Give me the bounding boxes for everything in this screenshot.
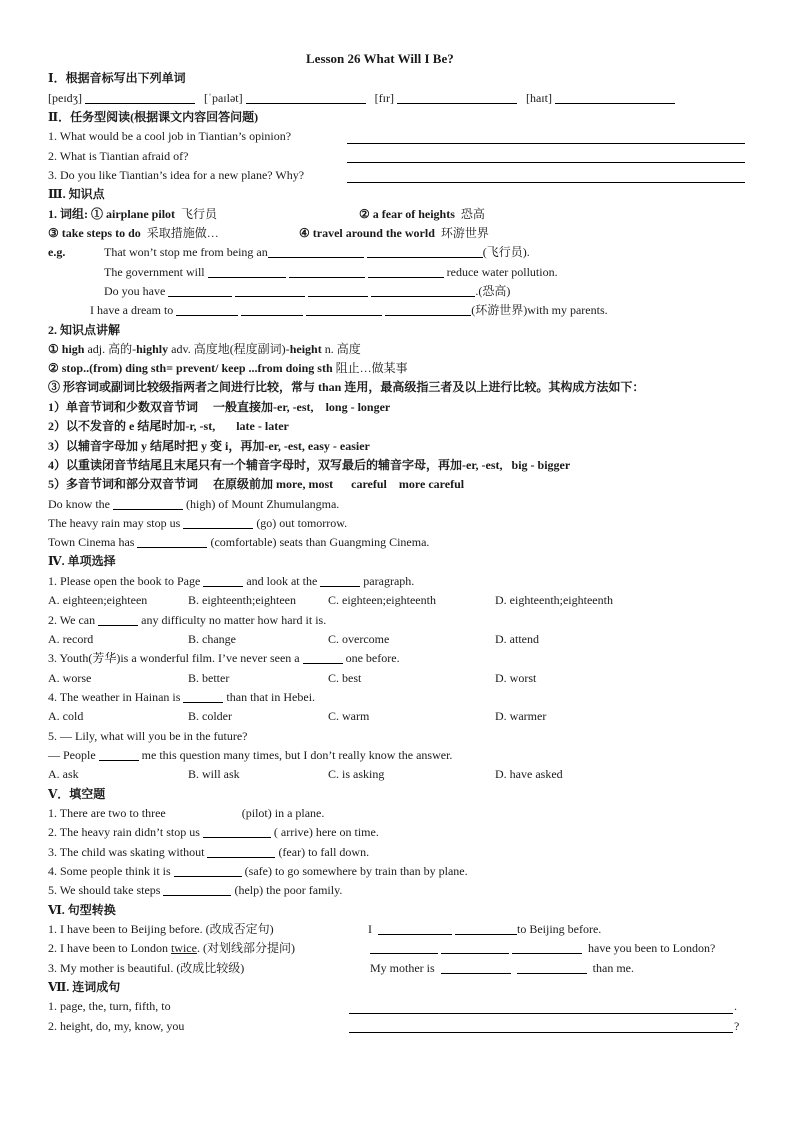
rule-1	[48, 399, 390, 415]
answer-blank[interactable]	[235, 284, 305, 297]
answer-blank[interactable]	[370, 941, 438, 954]
kp-term: high	[61, 342, 85, 356]
section-2-heading: Ⅱ．任务型阅读(根据课文内容回答问题)	[48, 110, 259, 124]
knowledge-point-3	[48, 379, 644, 395]
question-text: 2. We can	[48, 613, 96, 627]
rule-text: 5）多音节词和部分双音节词	[48, 477, 199, 491]
answer-line[interactable]	[347, 181, 745, 183]
exercise-text: (high) of Mount Zhumulangma.	[186, 497, 340, 511]
option-c[interactable]: C. warm	[328, 709, 370, 723]
question-text: 1. Please open the book to Page	[48, 574, 201, 588]
phrase-meaning: 环游世界	[440, 226, 489, 240]
knowledge-points-label: 2. 知识点讲解	[48, 323, 121, 337]
answer-blank[interactable]	[320, 574, 360, 587]
fill-question-3	[48, 844, 369, 860]
option-a[interactable]: A. worse	[48, 671, 92, 685]
question-text: (pilot) in a plane.	[241, 806, 325, 820]
reading-question-3: 3. Do you like Tiantian’s idea for a new plane? Why?	[48, 168, 305, 182]
transform-2	[48, 940, 295, 956]
section-7-heading: Ⅶ. 连词成句	[48, 980, 121, 994]
fill-question-2	[48, 824, 379, 840]
answer-blank[interactable]	[176, 303, 238, 316]
phrase-line-2	[48, 225, 219, 241]
answer-text: My mother is	[370, 961, 435, 975]
section-1-heading: Ⅰ．根据音标写出下列单词	[48, 71, 186, 85]
answer-blank[interactable]	[289, 265, 365, 278]
phrase-line-2b	[299, 225, 489, 241]
exercise-text: Town Cinema has	[48, 535, 135, 549]
kp-text: adj. 高的-	[84, 342, 137, 356]
circle-number: ③	[48, 226, 59, 240]
example-label: e.g.	[48, 245, 66, 259]
question-text: 2. I have been to London	[48, 941, 171, 955]
answer-text: have you been to London?	[588, 941, 716, 955]
option-b[interactable]: B. colder	[188, 709, 232, 723]
transform-1-answer	[368, 921, 601, 937]
answer-blank[interactable]	[168, 284, 232, 297]
circle-number: ③	[48, 380, 61, 394]
answer-blank[interactable]	[208, 265, 286, 278]
example-3	[104, 283, 510, 299]
question-text: 1. There are two to three	[48, 806, 166, 820]
exercise-text: Do know the	[48, 497, 110, 511]
section-4-heading: Ⅳ. 单项选择	[48, 554, 116, 568]
answer-blank[interactable]	[98, 613, 138, 626]
answer-blank[interactable]	[183, 516, 253, 529]
option-b[interactable]: B. eighteenth;eighteen	[188, 593, 296, 607]
exercise-text: (go) out tomorrow.	[256, 516, 348, 530]
answer-blank[interactable]	[455, 922, 517, 935]
question-text: one before.	[345, 651, 400, 665]
transform-3-answer	[370, 960, 634, 976]
option-b[interactable]: B. better	[188, 671, 230, 685]
answer-blank[interactable]	[246, 91, 366, 104]
answer-blank[interactable]	[85, 91, 195, 104]
word-order-1: 1. page, the, turn, fifth, to	[48, 999, 171, 1013]
rule-example: careful	[351, 477, 387, 491]
mc-question-5-reply	[48, 747, 452, 763]
answer-line[interactable]	[347, 161, 745, 163]
kp-term: height	[289, 342, 322, 356]
reading-question-1: 1. What would be a cool job in Tiantian’s opinion?	[48, 129, 292, 143]
kp-text: 阻止…做某事	[332, 361, 408, 375]
phrases-label: 1. 词组:	[48, 207, 91, 221]
answer-blank[interactable]	[174, 864, 242, 877]
question-text: and look at the	[246, 574, 318, 588]
kp-term: stop..(from) ding sth= prevent/ keep ...from doing sth	[61, 361, 333, 375]
option-c[interactable]: C. is asking	[328, 767, 385, 781]
mc-question-2	[48, 612, 326, 628]
phrase-term: travel around the world	[312, 226, 435, 240]
answer-blank[interactable]	[517, 961, 587, 974]
answer-text: to Beijing before.	[517, 922, 602, 936]
phrase-term: airplane pilot	[106, 207, 176, 221]
example-text: (飞行员).	[482, 245, 530, 259]
answer-text: than me.	[592, 961, 634, 975]
rule-4	[48, 457, 570, 473]
option-d[interactable]: D. worst	[495, 671, 537, 685]
option-a[interactable]: A. eighteen;eighteen	[48, 593, 148, 607]
kp-text: adv. 高度地(程度副词)-	[168, 342, 290, 356]
fill-question-5	[48, 882, 342, 898]
kp-text: n. 高度	[321, 342, 361, 356]
exercise-2	[48, 515, 347, 531]
transform-1: 1. I have been to Beijing before. (改成否定句)	[48, 922, 274, 936]
answer-blank[interactable]	[367, 245, 483, 258]
transform-2-answer	[370, 940, 715, 956]
answer-blank[interactable]	[441, 961, 511, 974]
answer-blank[interactable]	[303, 651, 343, 664]
circle-number: ②	[359, 207, 370, 221]
option-d[interactable]: D. eighteenth;eighteenth	[495, 593, 613, 607]
rule-text: 2）以不发音的 e 结尾时加-r, -st,	[48, 419, 216, 433]
question-text: 3. The child was skating without	[48, 845, 205, 859]
phonetic-row	[48, 90, 675, 106]
answer-blank[interactable]	[203, 574, 243, 587]
rule-3: 3）以辅音字母加 y 结尾时把 y 变 i，再加-er, -est, easy - easier	[48, 439, 370, 453]
answer-blank[interactable]	[113, 497, 183, 510]
rule-example: more careful	[398, 477, 465, 491]
question-text: . (对划线部分提问)	[196, 941, 295, 955]
answer-blank[interactable]	[512, 941, 582, 954]
mc-question-5: 5. — Lily, what will you be in the future?	[48, 729, 248, 743]
question-text: (fear) to fall down.	[278, 845, 370, 859]
kp-text: 形容词或副词比较级指两者之间进行比较，常与 than 连用，最高级指三者及以上进行比较。其构成方法如下：	[63, 380, 645, 394]
rule-example: big - bigger	[511, 458, 571, 472]
question-text: 3. Youth(芳华)is a wonderful film. I’ve never seen a	[48, 651, 300, 665]
example-text: .(恐高)	[475, 284, 511, 298]
question-text: — People	[48, 748, 96, 762]
answer-blank[interactable]	[385, 303, 471, 316]
example-text: I have a dream to	[90, 303, 174, 317]
answer-blank[interactable]	[441, 941, 509, 954]
word-order-2: 2. height, do, my, know, you	[48, 1019, 185, 1033]
rule-2	[48, 418, 289, 434]
example-text: Do you have	[104, 284, 166, 298]
question-text: than that in Hebei.	[226, 690, 316, 704]
phrase-line-1b	[359, 206, 485, 222]
exercise-text: (comfortable) seats than Guangming Cinema.	[210, 535, 430, 549]
word-order-1-end: .	[734, 999, 737, 1013]
question-text: me this question many times, but I don’t really know the answer.	[141, 748, 453, 762]
example-text: The government will	[104, 265, 205, 279]
circle-number: ①	[48, 342, 59, 356]
phrase-term: a fear of heights	[372, 207, 455, 221]
phrase-meaning: 恐高	[460, 207, 485, 221]
answer-blank[interactable]	[268, 245, 364, 258]
option-b[interactable]: B. change	[188, 632, 236, 646]
question-text: any difficulty no matter how hard it is.	[141, 613, 327, 627]
rule-text: 1）单音节词和少数双音节词	[48, 400, 199, 414]
answer-blank[interactable]	[183, 690, 223, 703]
knowledge-point-2	[48, 360, 408, 376]
option-d[interactable]: D. warmer	[495, 709, 547, 723]
example-4	[90, 302, 608, 318]
rule-example: long - longer	[325, 400, 391, 414]
question-text: 4. The weather in Hainan is	[48, 690, 181, 704]
phonetic-1: [peɪdʒ]	[48, 91, 82, 105]
reading-question-2: 2. What is Tiantian afraid of?	[48, 149, 189, 163]
circle-number: ①	[91, 207, 104, 221]
kp-term: highly	[136, 342, 169, 356]
phonetic-4: [haɪt]	[525, 91, 552, 105]
option-d[interactable]: D. have asked	[495, 767, 563, 781]
rule-example: late - later	[236, 419, 289, 433]
transform-3: 3. My mother is beautiful. (改成比较级)	[48, 961, 245, 975]
answer-blank[interactable]	[371, 284, 475, 297]
option-d[interactable]: D. attend	[495, 632, 539, 646]
question-text: 5. We should take steps	[48, 883, 161, 897]
word-order-2-end: ?	[734, 1019, 740, 1033]
fill-question-4	[48, 863, 468, 879]
answer-blank[interactable]	[207, 845, 275, 858]
phrase-term: take steps to do	[61, 226, 141, 240]
exercise-1	[48, 496, 339, 512]
answer-line[interactable]	[347, 142, 745, 144]
answer-line[interactable]	[349, 1031, 733, 1033]
section-6-heading: Ⅵ. 句型转换	[48, 903, 116, 917]
answer-blank[interactable]	[555, 91, 675, 104]
rule-text: 在原级前加 more, most	[213, 477, 334, 491]
example-text: That won’t stop me from being an	[104, 245, 268, 259]
knowledge-point-1	[48, 341, 361, 357]
answer-line[interactable]	[349, 1012, 733, 1014]
answer-blank[interactable]	[99, 748, 139, 761]
question-text: (help) the poor family.	[234, 883, 343, 897]
answer-blank[interactable]	[137, 535, 207, 548]
section-5-heading: Ⅴ．填空题	[48, 787, 106, 801]
page-title: Lesson 26 What Will I Be?	[306, 51, 454, 66]
phrase-line-1	[48, 206, 217, 222]
example-2	[104, 264, 558, 280]
answer-blank[interactable]	[306, 303, 382, 316]
question-text: (safe) to go somewhere by train than by plane.	[244, 864, 468, 878]
phonetic-3: [fɪr]	[374, 91, 394, 105]
underlined-word: twice	[170, 941, 197, 955]
answer-blank[interactable]	[241, 303, 303, 316]
rule-5	[48, 476, 464, 492]
question-text: 4. Some people think it is	[48, 864, 171, 878]
answer-blank[interactable]	[163, 883, 231, 896]
mc-question-3	[48, 650, 400, 666]
example-1	[104, 244, 530, 260]
option-c[interactable]: C. eighteen;eighteenth	[328, 593, 436, 607]
exercise-3	[48, 534, 429, 550]
answer-blank[interactable]	[397, 91, 517, 104]
phrase-meaning: 采取措施做…	[146, 226, 219, 240]
example-text: (环游世界)with my parents.	[471, 303, 608, 317]
answer-blank[interactable]	[308, 284, 368, 297]
circle-number: ④	[299, 226, 310, 240]
circle-number: ②	[48, 361, 59, 375]
rule-text: 4）以重读闭音节结尾且末尾只有一个辅音字母时，双写最后的辅音字母，再加-er, -est,	[48, 458, 503, 472]
mc-question-4	[48, 689, 315, 705]
mc-question-1	[48, 573, 414, 589]
exercise-text: The heavy rain may stop us	[48, 516, 181, 530]
phonetic-2: [ˈpaɪlət]	[203, 91, 243, 105]
option-b[interactable]: B. will ask	[188, 767, 240, 781]
question-text: paragraph.	[363, 574, 415, 588]
answer-blank[interactable]	[378, 922, 452, 935]
option-a[interactable]: A. cold	[48, 709, 84, 723]
question-text: ( arrive) here on time.	[273, 825, 379, 839]
answer-text: I	[368, 922, 372, 936]
answer-blank[interactable]	[368, 265, 444, 278]
option-c[interactable]: C. best	[328, 671, 362, 685]
option-c[interactable]: C. overcome	[328, 632, 390, 646]
example-text: reduce water pollution.	[446, 265, 558, 279]
section-3-heading: Ⅲ. 知识点	[48, 187, 105, 201]
question-text: 2. The heavy rain didn’t stop us	[48, 825, 200, 839]
rule-text: 一般直接加-er, -est,	[213, 400, 314, 414]
answer-blank[interactable]	[203, 825, 271, 838]
option-a[interactable]: A. ask	[48, 767, 79, 781]
fill-question-1	[48, 805, 324, 821]
option-a[interactable]: A. record	[48, 632, 94, 646]
phrase-meaning: 飞行员	[181, 207, 218, 221]
